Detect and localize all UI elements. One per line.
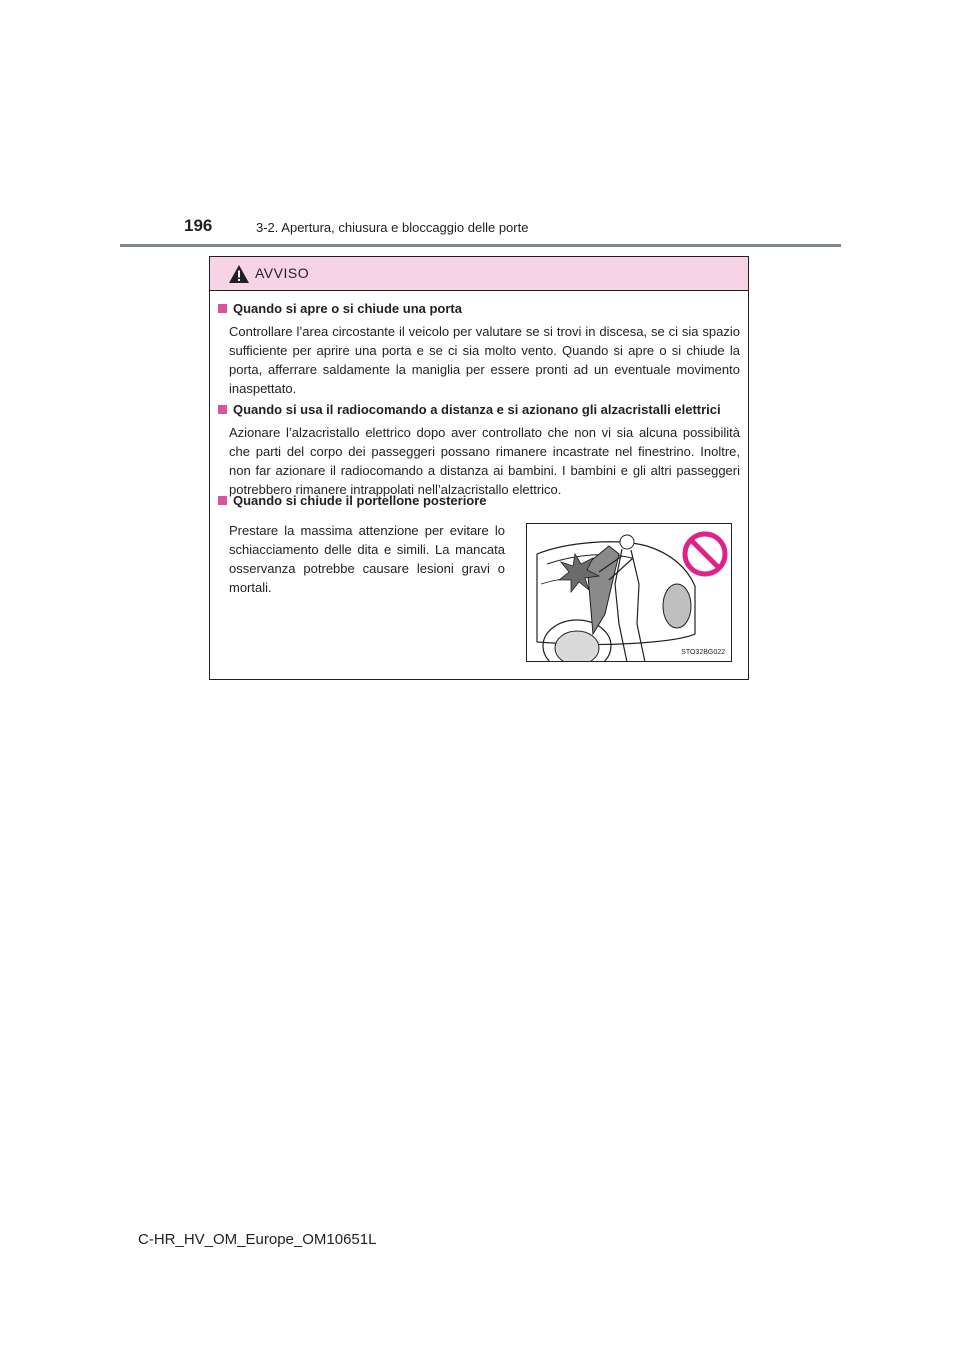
square-bullet-icon [218,496,227,505]
warning-header [210,257,748,291]
section-title: 3-2. Apertura, chiusura e bloccaggio delle porte [256,220,529,235]
item-heading-windows: Quando si usa il radiocomando a distanza e si azionano gli alzacristalli elettrici [218,402,721,417]
warning-triangle-icon [228,264,250,284]
warning-label: AVVISO [255,265,310,281]
warning-box [209,256,749,680]
item-body-door: Controllare l’area circostante il veicolo per valutare se si trovi in discesa, se ci sia spazio sufficiente per aprire una porta e se ci sia molto vento. Quando si apre o si chiude la porta, afferrare saldamente la maniglia per essere pronti ad un eventuale movimento inaspettato. [229,324,740,396]
car-illustration [527,524,732,662]
item-heading-backdoor: Quando si chiude il portellone posteriore [218,493,487,508]
square-bullet-icon [218,304,227,313]
item-heading-door: Quando si apre o si chiude una porta [218,301,462,316]
item-body-windows: Azionare l’alzacristallo elettrico dopo aver controllato che non vi sia alcuna possibilità che parti del corpo dei passeggeri possano rimanere incastrate nel finestrino. Inoltre, non far azionare il radiocomando a distanza ai bambini. I bambini e gli altri passeggeri potrebbero rimanere intrappolati nell’alzacristallo elettrico. [229,425,740,497]
item-body-backdoor: Prestare la massima attenzione per evitare lo schiacciamento delle dita e simili. La mancata osservanza potrebbe causare lesioni gravi o mortali. [229,523,505,595]
document-code: C-HR_HV_OM_Europe_OM10651L [138,1231,377,1248]
figure-code: STO32BG022 [681,649,725,656]
page-number: 196 [184,216,213,235]
header-rule [120,244,841,247]
square-bullet-icon [218,405,227,414]
illustration-back-door-pinch [526,523,732,662]
